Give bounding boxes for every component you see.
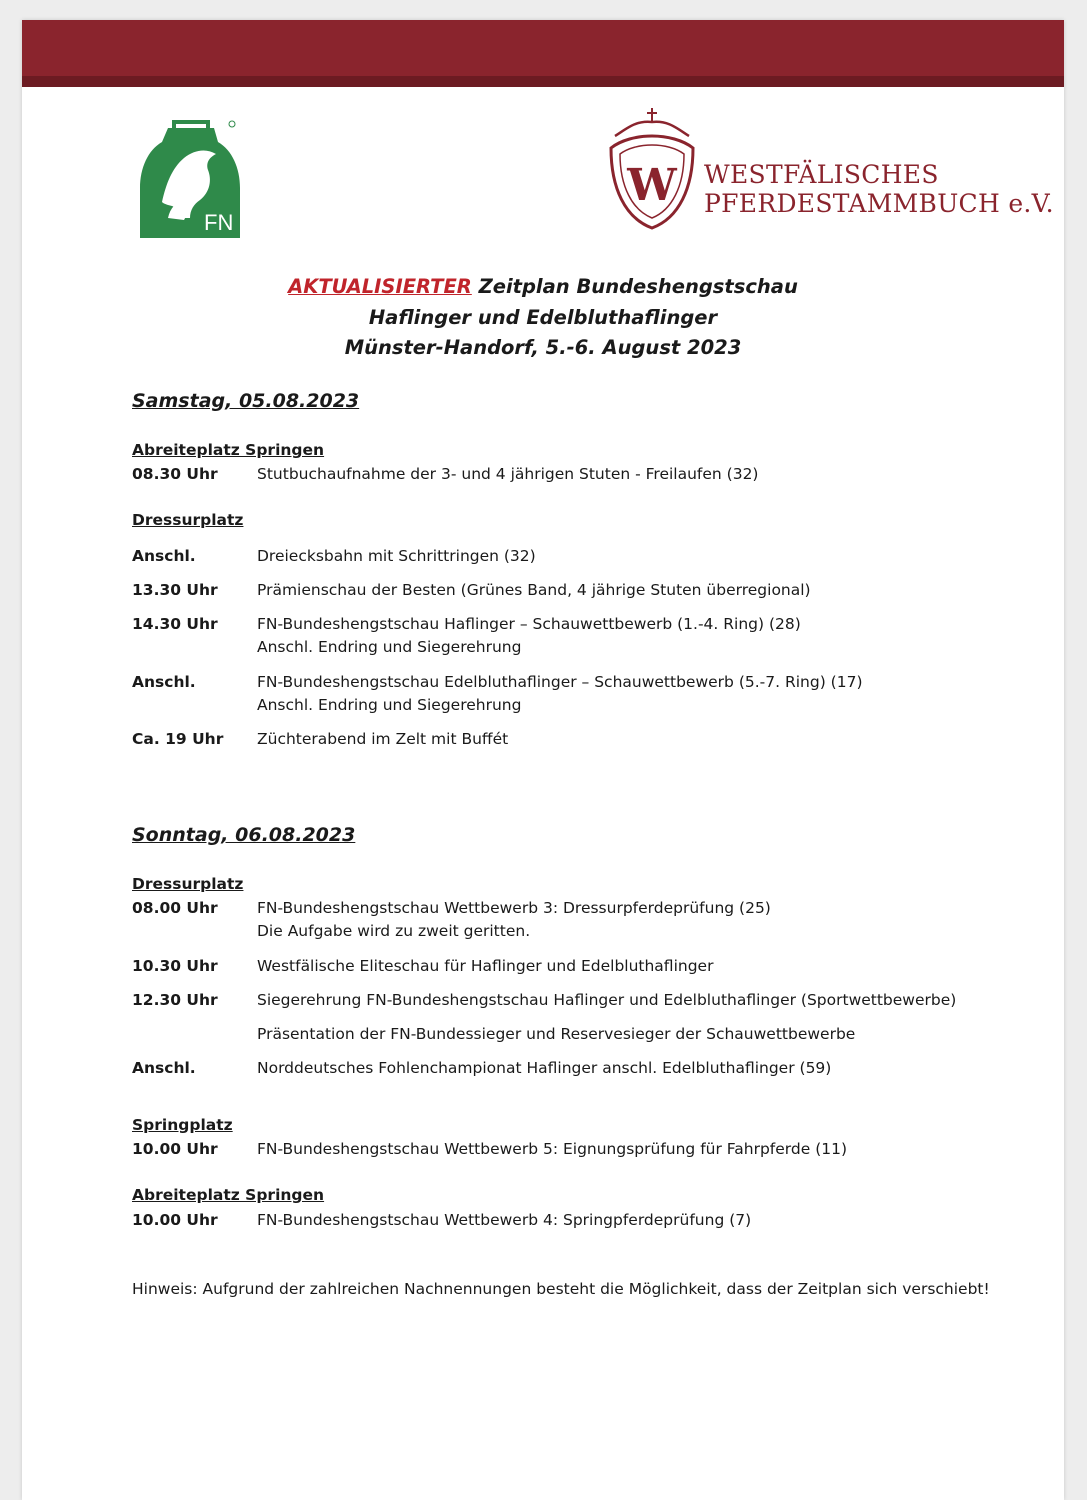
row-time: 12.30 Uhr: [132, 991, 218, 1009]
westfalen-crest-icon: [607, 108, 697, 232]
title-line3: Münster-Handorf, 5.-6. August 2023: [344, 336, 742, 359]
ps-brand-text: [704, 160, 1054, 218]
row-time: 10.00 Uhr: [132, 1140, 218, 1158]
sunday-heading: Sonntag, 06.08.2023: [132, 824, 356, 846]
fn-logo-icon: [138, 120, 244, 238]
row-desc: Züchterabend im Zelt mit Buffét: [257, 730, 509, 748]
row-time: 08.30 Uhr: [132, 465, 218, 483]
saturday-heading: Samstag, 05.08.2023: [132, 390, 360, 412]
row-desc-sub: Anschl. Endring und Siegerehrung: [257, 696, 522, 714]
row-desc: Norddeutsches Fohlenchampionat Haflinger anschl. Edelbluthaflinger (59): [257, 1059, 832, 1077]
row-desc: FN-Bundeshengstschau Wettbewerb 5: Eignungsprüfung für Fahrpferde (11): [257, 1140, 848, 1158]
row-desc: FN-Bundeshengstschau Edelbluthaflinger – Schauwettbewerb (5.-7. Ring) (17): [257, 673, 863, 691]
header-band: [22, 20, 1064, 76]
row-desc-sub: Die Aufgabe wird zu zweit geritten.: [257, 922, 531, 940]
row-time: 10.00 Uhr: [132, 1211, 218, 1229]
row-time: Anschl.: [132, 547, 196, 565]
row-desc: Präsentation der FN-Bundessieger und Reservesieger der Schauwettbewerbe: [257, 1025, 856, 1043]
row-time: 14.30 Uhr: [132, 615, 218, 633]
section-heading: Dressurplatz: [132, 511, 244, 529]
ps-brand-line1: WESTFÄLISCHES: [704, 160, 939, 189]
title-line2: Haflinger und Edelbluthaflinger: [368, 305, 718, 329]
page-title: [0, 272, 1087, 364]
row-desc: FN-Bundeshengstschau Wettbewerb 4: Springpferdeprüfung (7): [257, 1211, 752, 1229]
section-heading: Abreiteplatz Springen: [132, 441, 325, 459]
row-time: 08.00 Uhr: [132, 899, 218, 917]
section-heading: Abreiteplatz Springen: [132, 1186, 325, 1204]
header-band-stripe: [22, 76, 1064, 87]
document-page: [22, 20, 1064, 1500]
row-desc: FN-Bundeshengstschau Wettbewerb 3: Dressurpferdeprüfung (25): [257, 899, 771, 917]
section-heading: Springplatz: [132, 1116, 233, 1134]
row-time: 13.30 Uhr: [132, 581, 218, 599]
hint-note: Hinweis: Aufgrund der zahlreichen Nachnennungen besteht die Möglichkeit, dass der Zeitplan sich verschiebt!: [132, 1280, 990, 1298]
section-heading: Dressurplatz: [132, 875, 244, 893]
row-desc-sub: Anschl. Endring und Siegerehrung: [257, 638, 522, 656]
row-time: Anschl.: [132, 673, 196, 691]
row-desc: Dreiecksbahn mit Schrittringen (32): [257, 547, 536, 565]
row-desc: Westfälische Eliteschau für Haflinger und Edelbluthaflinger: [257, 957, 714, 975]
ps-brand-line2: PFERDESTAMMBUCH e.V.: [704, 189, 1054, 218]
row-desc: Siegerehrung FN-Bundeshengstschau Haflinger und Edelbluthaflinger (Sportwettbewerbe): [257, 991, 957, 1009]
row-time: 10.30 Uhr: [132, 957, 218, 975]
title-highlight: AKTUALISIERTER: [288, 275, 472, 298]
row-desc: Prämienschau der Besten (Grünes Band, 4 jährige Stuten überregional): [257, 581, 811, 599]
row-time: Anschl.: [132, 1059, 196, 1077]
row-desc: FN-Bundeshengstschau Haflinger – Schauwettbewerb (1.-4. Ring) (28): [257, 615, 801, 633]
fn-logo-text: FN: [204, 210, 234, 235]
crest-letter: W: [627, 160, 677, 211]
title-line1: Zeitplan Bundeshengstschau: [471, 275, 798, 298]
row-desc: Stutbuchaufnahme der 3- und 4 jährigen Stuten - Freilaufen (32): [257, 465, 759, 483]
row-time: Ca. 19 Uhr: [132, 730, 224, 748]
